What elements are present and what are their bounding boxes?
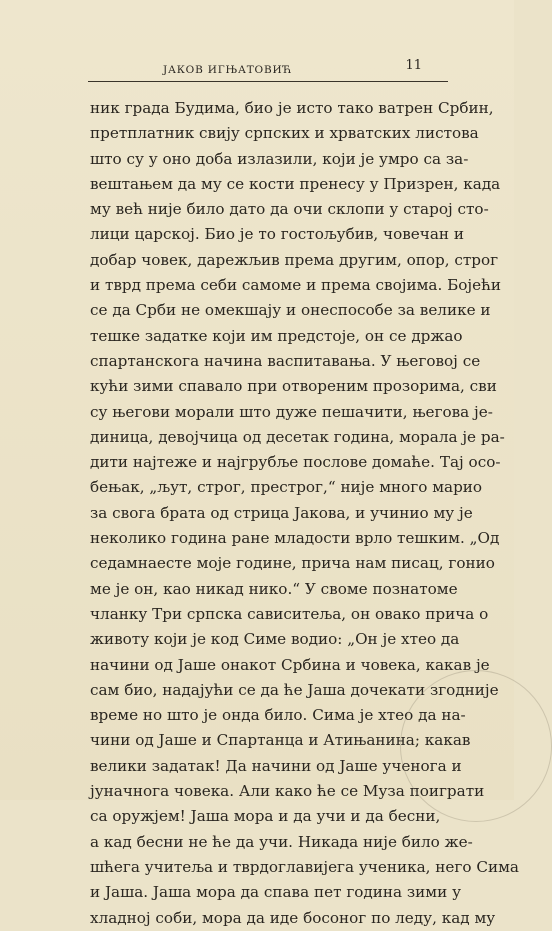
text-line: вештањем да му се кости пренесу у Призрен, када xyxy=(90,174,501,193)
text-line: су његови морали што дуже пешачити, његова је- xyxy=(90,402,493,421)
text-line: са оружјем! Јаша мора и да учи и да бесни, xyxy=(90,807,441,826)
header-rule xyxy=(88,81,448,82)
body-text xyxy=(90,96,519,931)
text-line: чланку Три српска сависитеља, он овако прича о xyxy=(90,604,489,623)
text-line: добар човек, дарежљив према другим, опор, строг xyxy=(90,250,499,269)
library-stamp xyxy=(400,670,552,822)
text-line: дити најтеже и најгрубље послове домаће. Тај осо- xyxy=(90,453,501,472)
text-line: ник града Будима, био је исто тако ватрен Србин, xyxy=(90,99,494,117)
text-line: му већ није било дато да очи склопи у старој сто- xyxy=(90,200,489,219)
text-line: животу који је код Симе водио: „Он је хтео да xyxy=(90,630,460,649)
text-line: се да Срби не омекшају и онеспособе за велике и xyxy=(90,301,491,320)
text-line: шћега учитеља и тврдоглавијега ученика, него Сима xyxy=(90,857,519,876)
text-line: а кад бесни не ће да учи. Никада није било же- xyxy=(90,832,473,851)
page-number: 11 xyxy=(405,58,422,73)
text-line: лици царској. Био је то гостољубив, човечан и xyxy=(90,225,464,244)
text-line: што су у оно доба излазили, који је умро са за- xyxy=(90,149,469,168)
text-line: седамнаесте моје године, прича нам писац, гонио xyxy=(90,554,495,573)
running-head: ЈАКОВ ИГЊАТОВИЋ xyxy=(163,64,293,76)
text-line: кући зими спавало при отвореним прозорима, сви xyxy=(90,377,497,396)
text-line: и тврд према себи самоме и према својима. Бојећи xyxy=(90,276,502,295)
text-line: и Јаша. Јаша мора да спава пет година зими у xyxy=(90,883,462,902)
text-line: начини од Јаше онакот Србина и човека, какав је xyxy=(90,655,490,674)
text-line: време но што је онда било. Сима је хтео да на- xyxy=(90,706,466,725)
text-line: диница, девојчица од десетак година, морала је ра- xyxy=(90,427,505,446)
text-line: неколико година ране младости врло тешким. „Од xyxy=(90,529,500,548)
text-line: тешке задатке који им предстоје, он се држао xyxy=(90,326,463,345)
text-line: претплатник свију српских и хрватских листова xyxy=(90,124,479,143)
text-line: велики задатак! Да начини од Јаше ученога и xyxy=(90,756,462,775)
page-header xyxy=(88,56,448,86)
text-line: бењак, „љут, строг, престрог,“ није много марио xyxy=(90,478,483,497)
text-line: спартанскога начина васпитавања. У његовој се xyxy=(90,351,481,370)
text-line: сам био, надајући се да ће Јаша дочекати згодније xyxy=(90,680,499,699)
text-line: хладној соби, мора да иде босоног по леду, кад му xyxy=(90,908,496,927)
text-line: јуначнога човека. Али како ће се Муза поиграти xyxy=(90,782,485,801)
text-line: ме је он, као никад нико.“ У своме познатоме xyxy=(90,579,458,598)
text-line: чини од Јаше и Спартанца и Атињанина; какав xyxy=(90,731,471,750)
text-line: за свога брата од стрица Јакова, и учинио му је xyxy=(90,503,473,522)
